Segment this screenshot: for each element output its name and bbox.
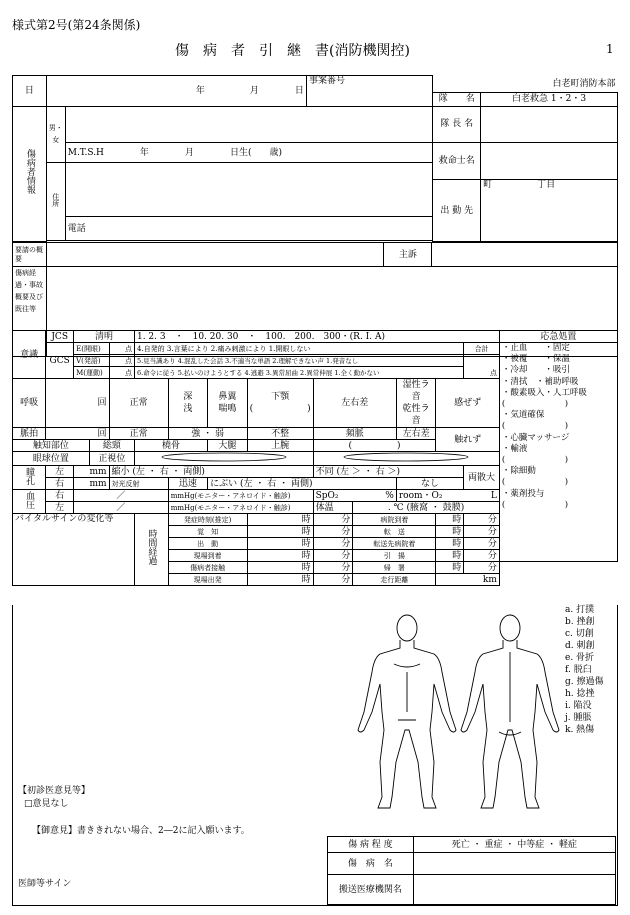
treatment-item[interactable]: ・酸素吸入・人工呼吸 (501, 387, 587, 398)
gcs-m-label: M(運動) (74, 367, 109, 379)
breath-depth[interactable]: 深 浅 (168, 379, 207, 428)
injury-item[interactable]: i. 陥没 (565, 701, 592, 711)
treatment-item[interactable]: ・心臓マッサージ (501, 432, 570, 443)
bp-left-unit[interactable]: mmHg(モニター・アネロイド・触診) (168, 502, 313, 514)
eye-oval-icon (336, 452, 476, 462)
treatment-item[interactable]: ・止血 ・固定 (501, 343, 570, 353)
eye-label: 眼球位置 (13, 452, 90, 466)
document-title: 傷 病 者 引 継 書(消防機関控) (175, 43, 410, 59)
time-hour[interactable]: 時 (436, 538, 464, 550)
pupil-right-label: 右 (46, 478, 74, 490)
pupil-right-mm[interactable]: mm (74, 478, 109, 490)
eye-oval-icon (154, 452, 294, 462)
form-number: 様式第2号(第24条関係) (12, 18, 141, 32)
pupil-reflex-label: 対光反射 (109, 478, 168, 490)
injury-item[interactable]: h. 捻挫 (565, 689, 595, 699)
eye-left-diagram[interactable] (134, 452, 313, 466)
treatment-item[interactable]: ( ) (501, 421, 569, 432)
pupil-constrict[interactable]: 縮小 (左 ・ 右 ・ 両側) (109, 466, 313, 478)
vital-changes-label[interactable]: バイタルサインの変化等 (13, 514, 135, 586)
pupil-left-label: 左 (46, 466, 74, 478)
jcs-clear[interactable]: 清明 (74, 331, 135, 343)
breath-rales[interactable]: 湿性ラ音 乾性ラ音 (396, 379, 436, 428)
spo2-field[interactable]: SpO₂ % (313, 490, 396, 502)
sex-field[interactable]: 男・女 (46, 106, 65, 162)
injury-item[interactable]: g. 擦過傷 (565, 677, 604, 687)
dispatch-label: 出 動 先 (433, 180, 481, 242)
temp-label: 体温 (313, 502, 353, 514)
treatment-label: 応急処置 (499, 331, 617, 343)
patient-info-label: 傷病者情報 (13, 106, 47, 241)
dispatch-field[interactable]: 町 丁目 (481, 180, 618, 242)
pupil-label: 瞳孔 (13, 466, 46, 490)
pupil-dilate[interactable]: 両散大 (464, 466, 500, 490)
eye-right-diagram[interactable] (313, 452, 499, 466)
initial-opinion-label: 【初診医意見等】 (18, 786, 91, 796)
bp-left-value[interactable]: ／ (74, 502, 169, 514)
severity-table (327, 836, 616, 905)
gcs-label: GCS (46, 343, 74, 379)
time-hour[interactable]: 時 (247, 526, 313, 538)
date-label: 日 (13, 76, 47, 107)
hospital-label: 搬送医療機関名 (328, 875, 414, 905)
phone-field[interactable]: 電話 (65, 216, 433, 241)
gcs-total-label: 合計 (464, 343, 500, 355)
gcs-m-options[interactable]: 6.命令に従う 5.払いのけようとする 4.逃避 3.異常屈曲 2.異常伸展 1.全く動かない (134, 367, 463, 379)
gcs-v-label: V(発語) (74, 355, 109, 367)
treatment-item[interactable]: ・除細動 (501, 466, 536, 477)
bp-label: 血圧 (13, 490, 46, 514)
time-min[interactable]: 分 (313, 550, 353, 562)
pupil-slow[interactable]: にぶい (左 ・ 右 ・ 両側) (208, 478, 397, 490)
treatment-item[interactable]: ( ) (501, 477, 569, 488)
injury-legend (565, 604, 603, 736)
vitals-section (12, 330, 618, 586)
page-number: 1 (606, 42, 614, 56)
pupil-left-mm[interactable]: mm (74, 466, 109, 478)
treatment-item[interactable]: ( ) (501, 499, 569, 510)
treatment-item[interactable]: ・気道確保 (501, 410, 545, 421)
time-hour[interactable]: 時 (436, 562, 464, 574)
bp-right-value[interactable]: ／ (74, 490, 169, 502)
body-front-icon (350, 612, 465, 812)
breath-rate[interactable]: 回 (46, 379, 109, 428)
pupil-none[interactable]: なし (396, 478, 463, 490)
disease-field[interactable] (413, 853, 615, 875)
gcs-e-options[interactable]: 4.自発的 3.言葉により 2.痛み刺激により 1.開眼しない (134, 343, 463, 355)
pulse-normal[interactable]: 正常 (109, 428, 168, 440)
time-row-a: 出 動 (168, 538, 247, 550)
time-hour[interactable]: 時 (436, 526, 464, 538)
injury-item[interactable]: f. 脱臼 (565, 665, 592, 675)
disease-label: 傷 病 名 (328, 853, 414, 875)
breath-none[interactable]: 感ぜず (436, 379, 499, 428)
pulse-femoral[interactable]: 大腿 (208, 440, 247, 452)
time-hour[interactable]: 時 (247, 514, 313, 526)
injury-item[interactable]: k. 熱傷 (565, 725, 595, 735)
treatment-item[interactable]: ( ) (501, 455, 569, 466)
time-hour[interactable]: 時 (436, 550, 464, 562)
injury-item[interactable]: e. 骨折 (565, 653, 595, 663)
pulse-rate[interactable]: 回 (46, 428, 109, 440)
birth-field[interactable]: M.T.S.H 年 月 日生( 歳) (65, 143, 433, 163)
injury-item[interactable]: a. 打撲 (565, 605, 595, 615)
gcs-m-pt[interactable]: 点 (109, 367, 134, 379)
captain-field[interactable] (481, 106, 618, 143)
doctor-sign-label[interactable]: 医師等サイン (18, 879, 72, 889)
breath-jaw[interactable]: 下顎 ( ) (247, 379, 313, 428)
time-hour[interactable]: 時 (247, 562, 313, 574)
time-min[interactable]: 分 (464, 538, 500, 550)
time-label: 時間経過 (134, 514, 168, 586)
breath-label: 呼吸 (13, 379, 46, 428)
jcs-scale[interactable]: 1. 2. 3 ・ 10. 20. 30 ・ 100. 200. 300・(R. I. A) (134, 331, 499, 343)
time-row-a: 発症時刻(推定) (168, 514, 247, 526)
time-row-b: 転送先病院着 (353, 538, 436, 550)
time-row-a: 傷病者接触 (168, 562, 247, 574)
time-row-b: 転 送 (353, 526, 436, 538)
jcs-label: JCS (46, 331, 74, 343)
gcs-total-pt[interactable]: 点 (464, 355, 500, 379)
time-min[interactable]: 分 (464, 562, 500, 574)
time-row-b: 帰 署 (353, 562, 436, 574)
captain-label: 隊 長 名 (433, 106, 481, 143)
name-field[interactable] (65, 106, 433, 143)
temp-field[interactable]: . ℃ (腋窩 ・ 鼓膜) (353, 502, 500, 514)
breath-normal[interactable]: 正常 (109, 379, 168, 428)
pulse-site-label: 触知部位 (13, 440, 90, 452)
chief-complaint-label: 主訴 (384, 243, 432, 267)
gcs-e-label: E(開眼) (74, 343, 109, 355)
time-row-a: 現場出発 (168, 574, 247, 586)
severity-options[interactable]: 死亡 ・ 重症 ・ 中等症 ・ 軽症 (413, 837, 615, 853)
pulse-strength[interactable]: 強 ・ 弱 (168, 428, 247, 440)
time-row-b: 病院到着 (353, 514, 436, 526)
pulse-irregular[interactable]: 不整 (247, 428, 313, 440)
distance-km[interactable]: km (436, 574, 499, 586)
request-field[interactable] (46, 243, 383, 267)
chief-complaint-field[interactable] (432, 243, 618, 267)
eye-normal[interactable]: 正視位 (89, 452, 134, 466)
pulse-lr[interactable]: 左右差 (396, 428, 436, 440)
pulse-tachy[interactable]: 頻脈 (313, 428, 396, 440)
pulse-label: 脈拍 (13, 428, 46, 440)
time-min[interactable]: 分 (464, 550, 500, 562)
time-row-b: 引 揚 (353, 550, 436, 562)
treatment-item[interactable]: ・被覆 ・保温 (501, 354, 570, 365)
time-row-a: 現場到着 (168, 550, 247, 562)
time-min[interactable]: 分 (313, 526, 353, 538)
history-label: 傷病経過・事故概要及び既往等 (13, 267, 47, 357)
pupil-quick[interactable]: 迅速 (168, 478, 207, 490)
time-row-b: 走行距離 (353, 574, 436, 586)
treatment-list[interactable] (499, 343, 617, 562)
time-min[interactable]: 分 (313, 514, 353, 526)
hospital-field[interactable] (413, 875, 615, 905)
treatment-item[interactable]: ・冷却 ・吸引 (501, 365, 570, 376)
pupil-unequal[interactable]: 不同 (左 ＞ ・ 右 ＞) (313, 466, 464, 478)
no-opinion-checkbox[interactable]: □意見なし (24, 799, 69, 809)
injury-item[interactable]: b. 挫創 (565, 617, 595, 627)
address-label: 住所 (46, 162, 65, 240)
breath-nasal[interactable]: 鼻翼 喘鳴 (208, 379, 247, 428)
breath-lr[interactable]: 左右差 (313, 379, 396, 428)
time-min[interactable]: 分 (313, 562, 353, 574)
pulse-brachial[interactable]: 上腕 (247, 440, 313, 452)
pulse-other[interactable]: ( ) (313, 440, 436, 452)
request-label: 要請の概要 (13, 243, 47, 267)
unit-value[interactable]: 白老救急 1・2・3 (481, 93, 618, 106)
time-hour[interactable]: 時 (436, 514, 464, 526)
treatment-item[interactable]: ・清拭 ・補助呼吸 (501, 376, 579, 387)
top-section (12, 75, 618, 242)
opinion-note: 【御意見】書ききれない場合、2―2に記入願います。 (32, 826, 250, 836)
case-number-label: 事案番号 (306, 76, 432, 107)
gcs-e-pt[interactable]: 点 (109, 343, 134, 355)
bp-left-label: 左 (46, 502, 74, 514)
time-hour[interactable]: 時 (247, 574, 313, 586)
pulse-carotid[interactable]: 総頸 (89, 440, 134, 452)
address-field[interactable] (65, 162, 433, 216)
oxygen-field[interactable]: room・O₂ L (396, 490, 499, 502)
time-row-a: 覚 知 (168, 526, 247, 538)
time-min[interactable]: 分 (464, 526, 500, 538)
pulse-radial[interactable]: 橈骨 (134, 440, 207, 452)
consciousness-label: 意識 (13, 331, 46, 379)
bp-right-unit[interactable]: mmHg(モニター・アネロイド・触診) (168, 490, 313, 502)
treatment-item[interactable]: ( ) (501, 399, 569, 410)
unit-label: 隊 名 (433, 93, 481, 106)
injury-item[interactable]: d. 刺創 (565, 641, 595, 651)
time-min[interactable]: 分 (464, 514, 500, 526)
bp-right-label: 右 (46, 490, 74, 502)
date-field[interactable]: 年 月 日 (46, 76, 306, 107)
treatment-item[interactable]: ・薬剤投与 (501, 488, 545, 499)
time-min[interactable]: 分 (313, 538, 353, 550)
injury-item[interactable]: j. 腫脹 (565, 713, 592, 723)
time-min[interactable]: 分 (313, 574, 353, 586)
gcs-v-pt[interactable]: 点 (109, 355, 134, 367)
body-back-icon (455, 612, 565, 812)
time-hour[interactable]: 時 (247, 550, 313, 562)
department: 白老町消防本部 (433, 76, 618, 93)
treatment-item[interactable]: ・輸液 (501, 443, 528, 454)
emt-label: 救命士名 (433, 143, 481, 180)
severity-label: 傷 病 程 度 (328, 837, 414, 853)
injury-item[interactable]: c. 切創 (565, 629, 594, 639)
time-hour[interactable]: 時 (247, 538, 313, 550)
pulse-none[interactable]: 触れず (436, 428, 499, 452)
emt-field[interactable] (481, 143, 618, 180)
gcs-v-options[interactable]: 5.見当識あり 4.混乱した会話 3.不適当な単語 2.理解できない声 1.発音なし (134, 355, 463, 367)
